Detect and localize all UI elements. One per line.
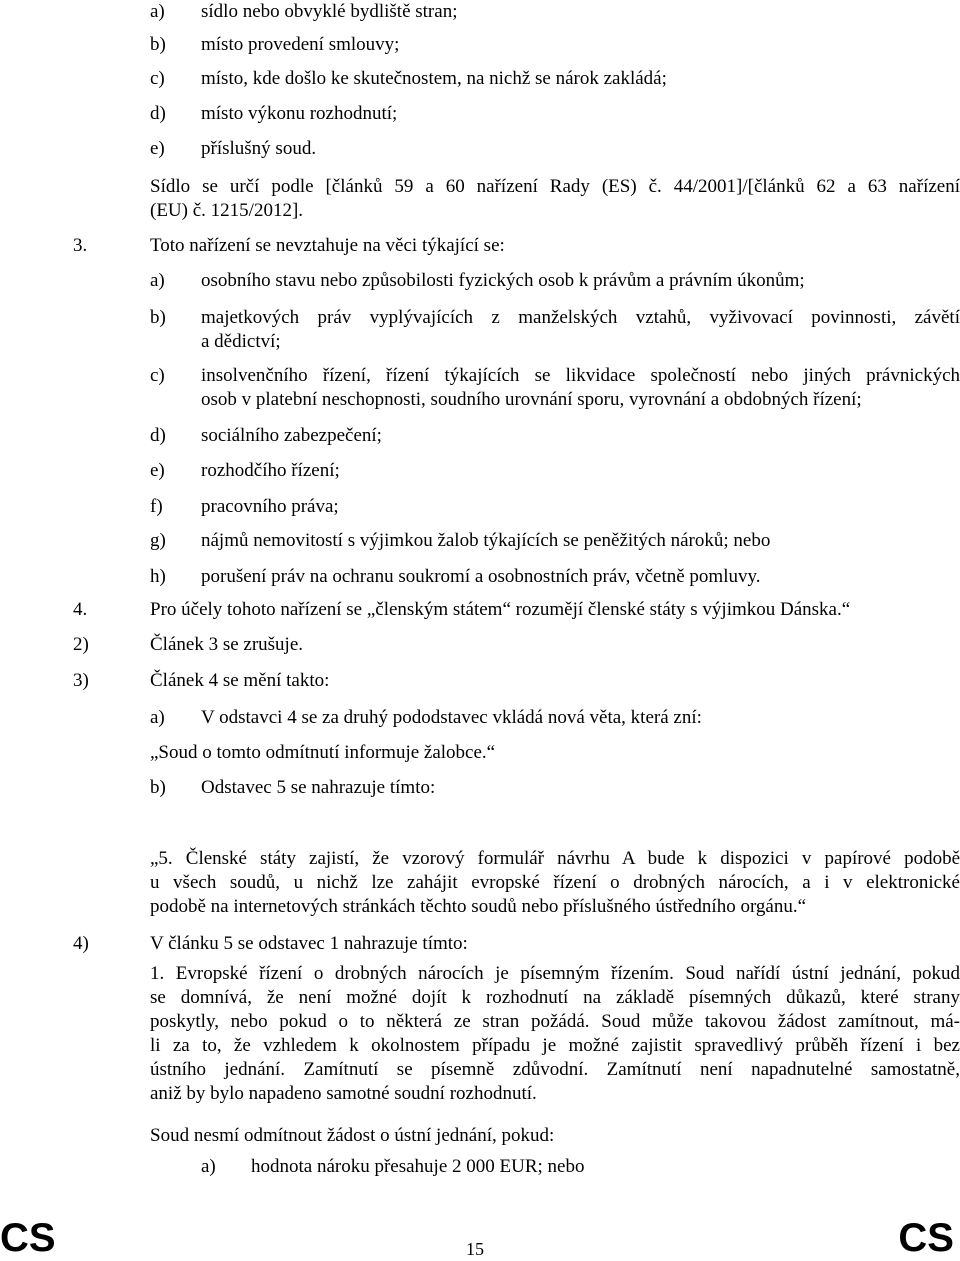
section-text: Toto nařízení se nevztahuje na věci týkající se: xyxy=(150,235,505,256)
paragraph-line: (EU) č. 1215/2012]. xyxy=(150,200,304,221)
list-item-text: hodnota nároku přesahuje 2 000 EUR; nebo xyxy=(251,1156,585,1177)
item-text: V článku 5 se odstavec 1 nahrazuje tímto: xyxy=(150,933,468,954)
footer-language-right: CS xyxy=(898,1216,954,1260)
item-text: Článek 3 se zrušuje. xyxy=(150,634,304,655)
list-item-label: g) xyxy=(150,530,166,551)
list-item-text: insolvenčního řízení, řízení týkajících se likvidace společností nebo jiných právnických xyxy=(201,365,960,386)
list-item-label: b) xyxy=(150,34,166,55)
list-item-label: a) xyxy=(150,1,165,22)
list-item-text: příslušný soud. xyxy=(201,138,317,159)
list-item-text: místo, kde došlo ke skutečnostem, na nichž se nárok zakládá; xyxy=(201,68,667,89)
list-item-text: porušení práv na ochranu soukromí a osobnostních práv, včetně pomluvy. xyxy=(201,566,761,587)
list-item-text: Odstavec 5 se nahrazuje tímto: xyxy=(201,777,436,798)
list-item-label: c) xyxy=(150,365,165,386)
list-item-text: sociálního zabezpečení; xyxy=(201,425,382,446)
paragraph-line: se domnívá, že není možné dojít k rozhodnutí na základě písemných důkazů, které strany xyxy=(150,987,960,1008)
list-item-label: d) xyxy=(150,425,166,446)
list-item-label: e) xyxy=(150,138,165,159)
list-item-text: rozhodčího řízení; xyxy=(201,460,340,481)
list-item-text: pracovního práva; xyxy=(201,496,339,517)
list-item-text: sídlo nebo obvyklé bydliště stran; xyxy=(201,1,458,22)
paragraph-line: ústního jednání. Zamítnutí se písemně zdůvodní. Zamítnutí není napadnutelné samostatně, xyxy=(150,1059,960,1080)
list-item-text: V odstavci 4 se za druhý pododstavec vkládá nová věta, která zní: xyxy=(201,707,702,728)
list-item-text: osobního stavu nebo způsobilosti fyzických osob k právům a právním úkonům; xyxy=(201,270,805,291)
footer-language-left: CS xyxy=(0,1216,56,1260)
list-item-label: e) xyxy=(150,460,165,481)
list-item-text: místo výkonu rozhodnutí; xyxy=(201,103,398,124)
item-number: 4) xyxy=(73,933,89,954)
paragraph-line: aniž by bylo napadeno samotné soudní rozhodnutí. xyxy=(150,1083,537,1104)
section-number: 4. xyxy=(73,599,88,620)
item-text: Článek 4 se mění takto: xyxy=(150,670,330,691)
list-item-text: osob v platební neschopnosti, soudního urovnání sporu, vyrovnání a obdobných řízení; xyxy=(201,389,862,410)
page-number: 15 xyxy=(466,1239,484,1259)
list-item-text: místo provedení smlouvy; xyxy=(201,34,400,55)
paragraph-line: 1. Evropské řízení o drobných nárocích je písemným řízením. Soud nařídí ústní jednání, pokud xyxy=(150,963,960,984)
list-item-label: b) xyxy=(150,777,166,798)
paragraph-line: Sídlo se určí podle [článků 59 a 60 nařízení Rady (ES) č. 44/2001]/[článků 62 a 63 nařízení xyxy=(150,176,960,197)
list-item-text: a dědictví; xyxy=(201,331,281,352)
list-item-label: a) xyxy=(150,270,165,291)
paragraph-line: li za to, že vzhledem k okolnostem případu je možné zajistit spravedlivý průběh řízení i bez xyxy=(150,1035,960,1056)
list-item-label: a) xyxy=(150,707,165,728)
quoted-text: „Soud o tomto odmítnutí informuje žalobce.“ xyxy=(150,742,496,763)
item-number: 3) xyxy=(73,670,89,691)
section-text: Pro účely tohoto nařízení se „členským státem“ rozumějí členské státy s výjimkou Dánska.“ xyxy=(150,599,851,620)
list-item-label: f) xyxy=(150,496,163,517)
list-item-text: majetkových práv vyplývajících z manželských vztahů, vyživovací povinnosti, závětí xyxy=(201,307,960,328)
list-item-text: nájmů nemovitostí s výjimkou žalob týkajících se peněžitých nároků; nebo xyxy=(201,530,771,551)
list-item-label: d) xyxy=(150,103,166,124)
section-number: 3. xyxy=(73,235,88,256)
quoted-paragraph-line: podobě na internetových stránkách těchto soudů nebo příslušného ústředního orgánu.“ xyxy=(150,896,807,917)
paragraph-line: Soud nesmí odmítnout žádost o ústní jednání, pokud: xyxy=(150,1125,555,1146)
quoted-paragraph-line: u všech soudů, u nichž lze zahájit evropské řízení o drobných nárocích, a i v elektronické xyxy=(150,872,960,893)
item-number: 2) xyxy=(73,634,89,655)
list-item-label: h) xyxy=(150,566,166,587)
paragraph-line: poskytly, nebo pokud o to některá ze stran požádá. Soud může takovou žádost zamítnout, má- xyxy=(150,1011,960,1032)
list-item-label: a) xyxy=(201,1156,216,1177)
quoted-paragraph-line: „5. Členské státy zajistí, že vzorový formulář návrhu A bude k dispozici v papírové podobě xyxy=(150,848,960,869)
list-item-label: c) xyxy=(150,68,165,89)
list-item-label: b) xyxy=(150,307,166,328)
